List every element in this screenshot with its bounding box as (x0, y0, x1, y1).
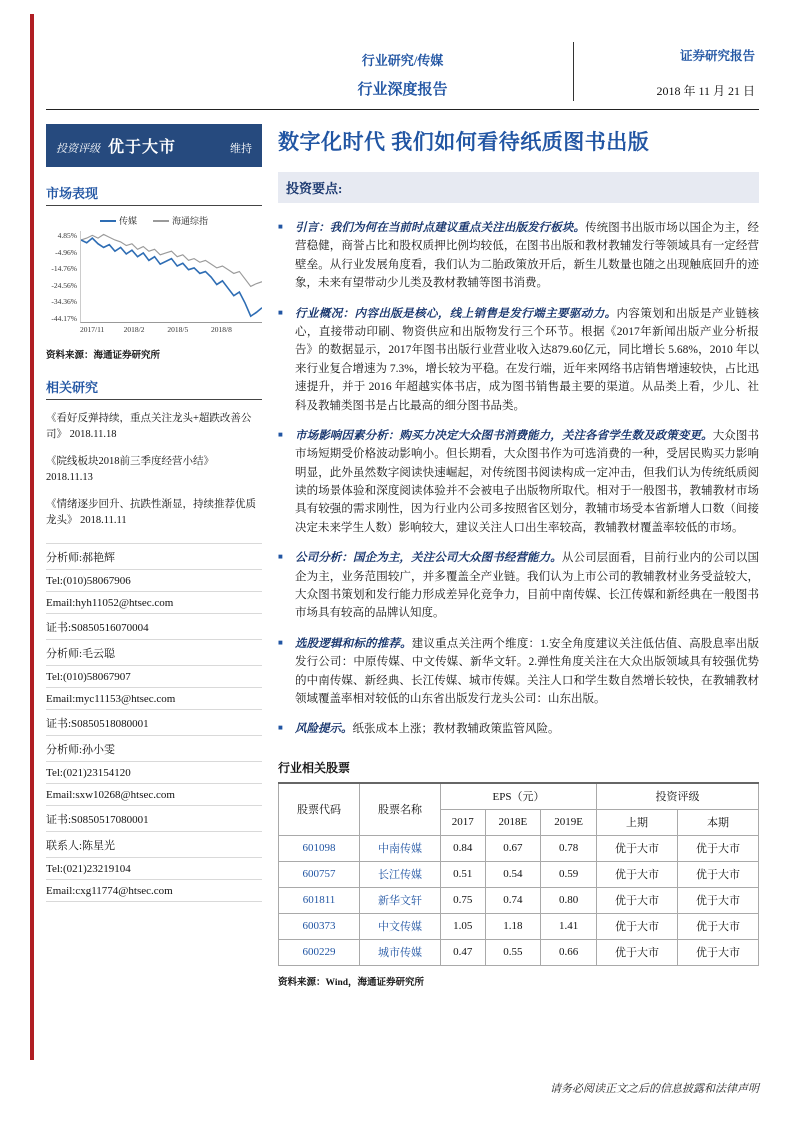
chart-plot-area (80, 231, 262, 323)
analyst-name: 分析师:郝艳辉 (46, 544, 262, 570)
analyst-cert: 证书:S0850516070004 (46, 614, 262, 640)
stock-name: 长江传媒 (359, 861, 440, 887)
eps-2019e: 0.80 (541, 887, 597, 913)
rating-status: 维持 (230, 143, 252, 155)
col-header-curr: 本期 (677, 809, 758, 835)
rating-curr: 优于大市 (677, 861, 758, 887)
line-swatch-gray-icon (153, 220, 169, 222)
rating-curr: 优于大市 (677, 939, 758, 965)
highlight-bullet (278, 549, 759, 623)
x-tick: 2018/5 (167, 325, 189, 334)
eps-2019e: 1.41 (541, 913, 597, 939)
rating-curr: 优于大市 (677, 887, 758, 913)
eps-2017: 0.51 (440, 861, 485, 887)
report-body (278, 124, 759, 988)
related-stocks-table (278, 782, 759, 966)
bullet-body: 建议重点关注两个维度：1.安全角度建议关注低估值、高股息率出版发行公司：中原传媒、中文传媒、新华文轩。2.弹性角度关注在大众出版领域具有较强优势的中南传媒、新经典、长江传媒、城市传媒。关注人口和学生数自然增长较快，在教辅教材领域覆盖率相对较低的山东省出版发行龙头公司：山东出版。 (295, 637, 759, 705)
report-type-label: 证券研究报告 (679, 49, 755, 63)
eps-2017: 0.84 (440, 835, 485, 861)
y-tick: -24.56% (51, 280, 77, 290)
rating-prev: 优于大市 (597, 939, 678, 965)
y-tick: -44.17% (51, 313, 77, 323)
rating-prev: 优于大市 (597, 887, 678, 913)
table-row (279, 913, 759, 939)
stock-code: 600229 (279, 939, 360, 965)
col-header-rating: 投资评级 (597, 783, 759, 810)
related-research-heading: 相关研究 (46, 377, 262, 400)
bullet-square-icon: ■ (278, 307, 283, 317)
bullet-body: 大众图书市场短期受价格波动影响小。但长期看，大众图书作为可选消费的一种，受居民购买力影响明显，此外虽然数字阅读快速崛起，对传统图书阅读构成一定冲击，但我们认为传统纸质阅读的场景体验和深度阅读体验并不会被电子出版物所取代。相对于一般图书，教辅教材市场具有较强的需求刚性，因为行业内公司多按照省区划分，教辅市场受本省新增人口数（间接决定未来学生人数）影响较大，建议关注人口出生率较高，教辅教材覆盖率较低的市场。 (295, 429, 760, 534)
bullet-square-icon: ■ (278, 222, 283, 231)
legend-label: 传媒 (118, 216, 137, 226)
rating-curr: 优于大市 (677, 913, 758, 939)
contact-tel: Tel:(021)23219104 (46, 858, 262, 880)
eps-2017: 0.47 (440, 939, 485, 965)
highlight-bullet (278, 635, 759, 709)
analyst-cert: 证书:S0850517080001 (46, 806, 262, 832)
bullet-body: 传统图书出版市场以国企为主，经营稳健，商誉占比和股权质押比例均较低，在图书出版和教材教辅发行等领域具有一定经营壁垒。从行业发展角度看，我们认为二胎政策放开后，新生儿数量也随之出现触底回升的迹象，未来有望带动少儿类及教材教辅等图书消费。 (295, 222, 759, 290)
analyst-email: Email:hyh11052@htsec.com (46, 592, 262, 614)
rating-curr: 优于大市 (677, 835, 758, 861)
eps-2017: 0.75 (440, 887, 485, 913)
eps-2018e: 0.67 (485, 835, 541, 861)
bullet-square-icon: ■ (278, 723, 283, 733)
related-item (46, 497, 262, 530)
related-title: 《院线板块2018前三季度经营小结》 (46, 455, 214, 467)
table-row (279, 939, 759, 965)
bullet-square-icon: ■ (278, 429, 283, 439)
eps-2019e: 0.66 (541, 939, 597, 965)
y-tick: -34.36% (51, 297, 77, 307)
related-item (46, 454, 262, 487)
eps-2017: 1.05 (440, 913, 485, 939)
investment-rating-box (46, 124, 262, 167)
legend-item-media (100, 214, 137, 227)
col-header-code: 股票代码 (279, 783, 360, 836)
x-tick: 2017/11 (80, 325, 105, 334)
y-tick: -4.96% (55, 247, 77, 257)
analyst-tel: Tel:(010)58067906 (46, 570, 262, 592)
footer-disclaimer: 请务必阅读正文之后的信息披露和法律声明 (550, 1083, 759, 1095)
left-red-rule (30, 14, 34, 1060)
bullet-body: 从公司层面看，目前行业内的公司以国企为主，业务范围较广，并多覆盖全产业链。我们认为上市公司的教辅教材业务受益较大，大众图书策划和发行能力形成差异化竞争力，目前中南传媒、长江传媒和新经典在一般图书市场具有较高的品牌认知度。 (295, 552, 759, 620)
related-title: 《情绪逐步回升、抗跌性渐显，持续推荐优质龙头》 (46, 498, 256, 526)
related-date: 2018.11.18 (69, 428, 117, 440)
eps-2018e: 0.54 (485, 861, 541, 887)
market-chart-svg (81, 231, 262, 322)
industry-category: 行业研究/传媒 (361, 53, 444, 68)
highlight-bullet (278, 305, 759, 415)
x-tick: 2018/8 (211, 325, 232, 334)
report-header (46, 34, 759, 110)
chart-legend (46, 214, 262, 227)
related-title: 《看好反弹持续，重点关注龙头+超跌改善公司》 (46, 412, 252, 440)
report-kind: 行业深度报告 (357, 82, 448, 98)
contact-name: 联系人:陈星光 (46, 832, 262, 858)
legend-label: 海通综指 (172, 216, 209, 226)
bullet-square-icon: ■ (278, 552, 283, 562)
analyst-contacts (46, 543, 262, 902)
analyst-name: 分析师:孙小雯 (46, 736, 262, 762)
rating-value: 优于大市 (108, 139, 177, 156)
bullet-square-icon: ■ (278, 637, 283, 647)
rating-label: 投资评级 (56, 143, 100, 155)
index-series-line (81, 234, 262, 286)
col-header-name: 股票名称 (359, 783, 440, 836)
y-tick: -14.76% (51, 264, 77, 274)
stock-code: 601098 (279, 835, 360, 861)
stock-name: 城市传媒 (359, 939, 440, 965)
stock-name: 新华文轩 (359, 887, 440, 913)
stock-code: 601811 (279, 887, 360, 913)
col-header-2018e: 2018E (485, 809, 541, 835)
market-performance-heading: 市场表现 (46, 183, 262, 206)
line-swatch-blue-icon (100, 220, 116, 222)
analyst-cert: 证书:S0850518080001 (46, 710, 262, 736)
stock-code: 600373 (279, 913, 360, 939)
highlight-bullet (278, 427, 759, 537)
bullet-lead: 行业概况：内容出版是核心，线上销售是发行端主要驱动力。 (295, 307, 617, 320)
chart-source: 资料来源：海通证券研究所 (46, 351, 161, 361)
bullet-lead: 公司分析：国企为主，关注公司大众图书经营能力。 (295, 552, 562, 565)
y-tick: 4.85% (57, 231, 77, 240)
media-series-line (81, 238, 262, 316)
sidebar (46, 124, 262, 988)
related-item (46, 411, 262, 444)
table-row (279, 835, 759, 861)
col-header-2017: 2017 (440, 809, 485, 835)
rating-prev: 优于大市 (597, 861, 678, 887)
stock-name: 中南传媒 (359, 835, 440, 861)
eps-2019e: 0.78 (541, 835, 597, 861)
report-title: 数字化时代 我们如何看待纸质图书出版 (278, 130, 650, 154)
bullet-lead: 选股逻辑和标的推荐。 (295, 637, 412, 650)
chart-y-axis-labels (46, 231, 80, 323)
table-row (279, 887, 759, 913)
eps-2019e: 0.59 (541, 861, 597, 887)
analyst-tel: Tel:(021)23154120 (46, 762, 262, 784)
eps-2018e: 0.55 (485, 939, 541, 965)
market-chart (46, 214, 262, 337)
rating-prev: 优于大市 (597, 913, 678, 939)
bullet-lead: 引言：我们为何在当前时点建议重点关注出版发行板块。 (295, 222, 586, 234)
eps-2018e: 1.18 (485, 913, 541, 939)
related-research-list (46, 411, 262, 530)
highlight-bullet (278, 720, 759, 738)
header-right-box (573, 42, 759, 101)
legend-item-index (153, 214, 208, 227)
bullet-body: 纸张成本上涨；教材教辅政策监管风险。 (352, 723, 560, 736)
analyst-email: Email:myc11153@htsec.com (46, 688, 262, 710)
table-source: 资料来源：Wind，海通证券研究所 (278, 977, 425, 988)
col-header-eps: EPS（元） (440, 783, 596, 810)
x-tick: 2018/2 (123, 325, 145, 334)
table-row (279, 861, 759, 887)
bullet-body: 内容策划和出版是产业链核心，直接带动印刷、物资供应和出版物发行三个环节。根据《2017年新闻出版产业分析报告》的数据显示，2017年图书出版行业营业收入达879.60亿元，同比增长 5.68%，2010 年以来行业复合增速为 7.3%，增长较为平稳。在发行端，近年来网络书店销售增速较快，占比迅速提升，并于 2016 年超越实体书店，成为图书销售最主要的渠道。从品类上看，少儿、社科及教辅类图书是占比最高的细分图书品类。 (295, 307, 760, 412)
analyst-tel: Tel:(010)58067907 (46, 666, 262, 688)
bullet-lead: 风险提示。 (295, 723, 353, 736)
chart-x-axis-labels (80, 325, 262, 337)
investment-highlights-label: 投资要点: (278, 172, 759, 203)
related-date: 2018.11.13 (46, 471, 93, 483)
rating-prev: 优于大市 (597, 835, 678, 861)
stock-name: 中文传媒 (359, 913, 440, 939)
analyst-name: 分析师:毛云聪 (46, 640, 262, 666)
col-header-prev: 上期 (597, 809, 678, 835)
stock-code: 600757 (279, 861, 360, 887)
highlights-list (278, 219, 759, 739)
contact-email: Email:cxg11774@htsec.com (46, 880, 262, 902)
report-date: 2018 年 11 月 21 日 (656, 84, 755, 98)
analyst-email: Email:sxw10268@htsec.com (46, 784, 262, 806)
eps-2018e: 0.74 (485, 887, 541, 913)
col-header-2019e: 2019E (541, 809, 597, 835)
bullet-lead: 市场影响因素分析：购买力决定大众图书消费能力，关注各省学生数及政策变更。 (295, 429, 713, 442)
highlight-bullet (278, 219, 759, 293)
related-date: 2018.11.11 (80, 514, 127, 526)
stocks-table-title: 行业相关股票 (278, 760, 351, 775)
